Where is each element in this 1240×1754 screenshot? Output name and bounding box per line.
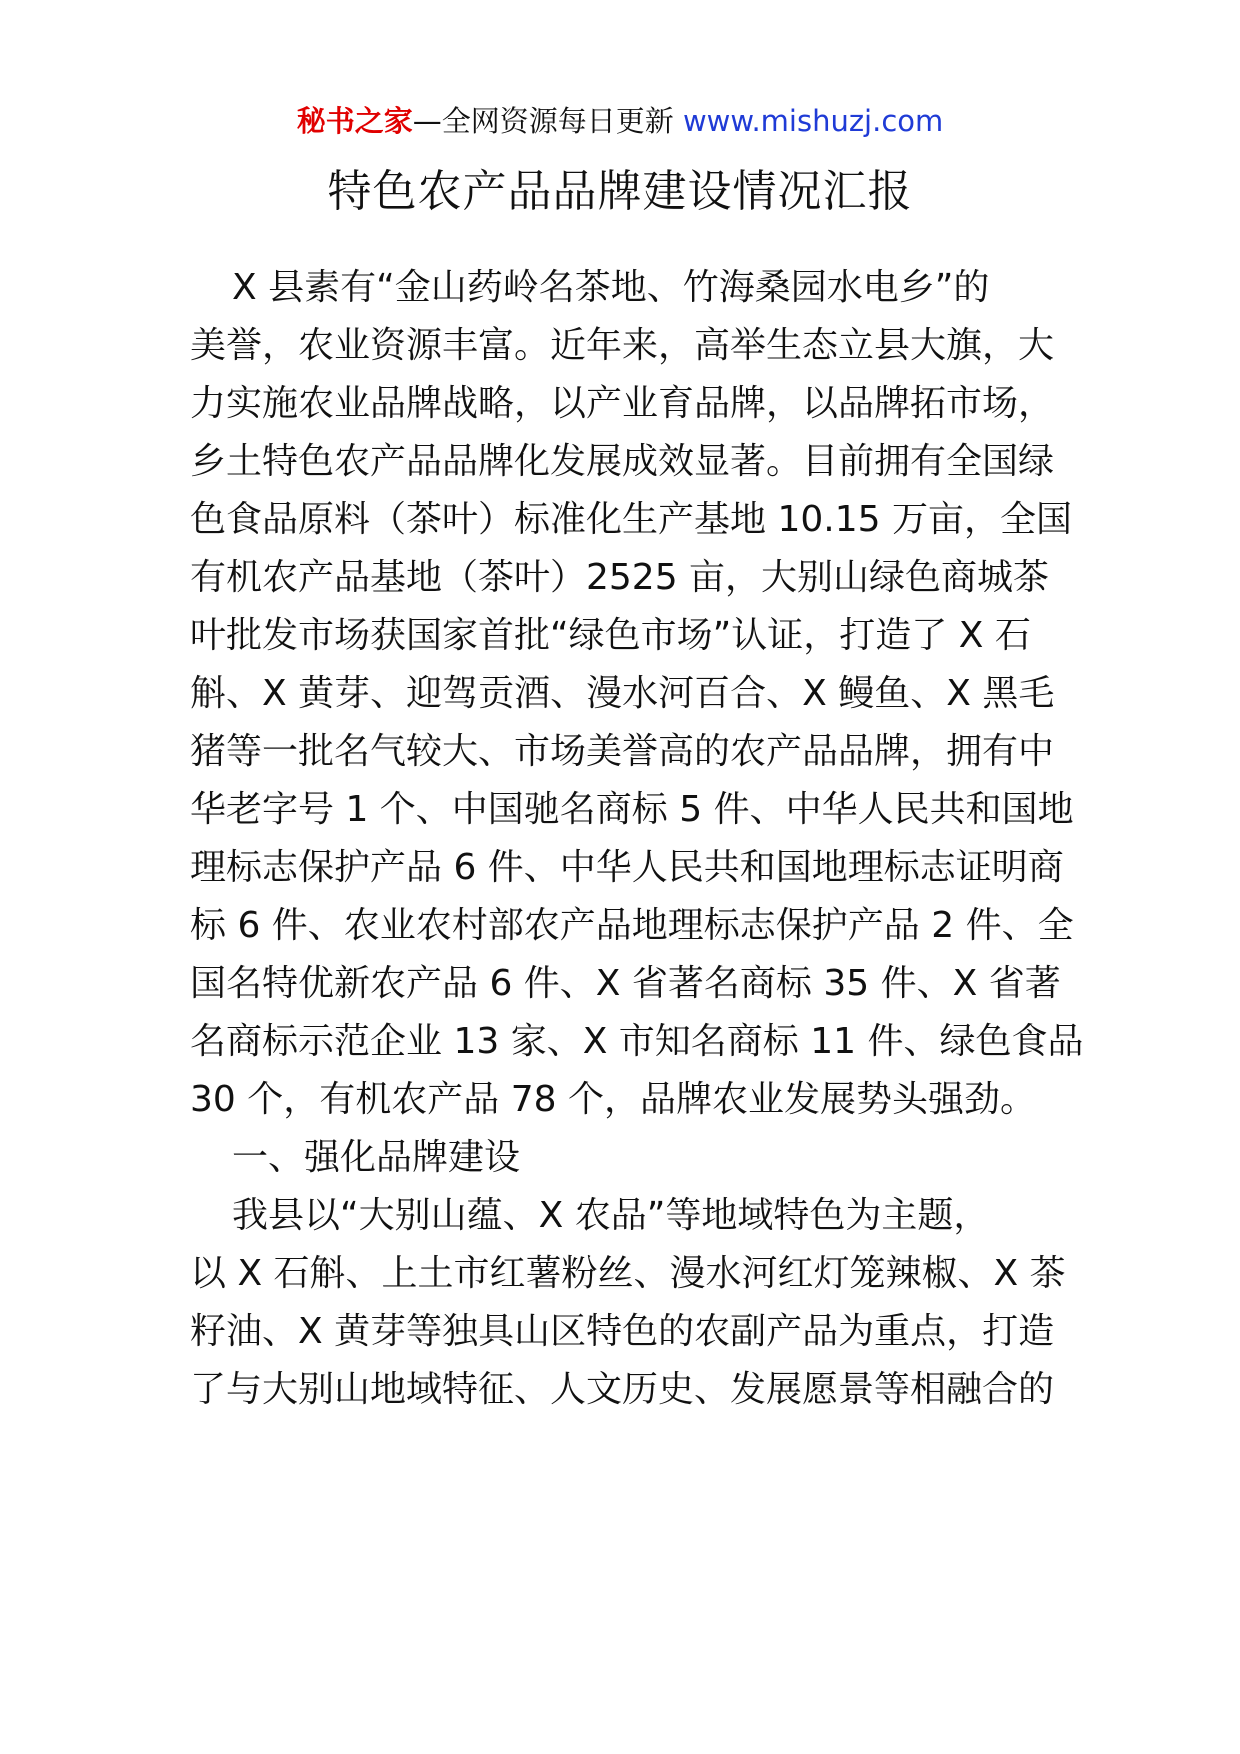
paragraph-line: 乡土特色农产品品牌化发展成效显著。目前拥有全国绿 (190, 441, 1055, 482)
paragraph-line: 华老字号 1 个、中国驰名商标 5 件、中华人民共和国地 (190, 789, 1074, 830)
site-header (0, 100, 1240, 142)
paragraph-line: 斛、X 黄芽、迎驾贡酒、漫水河百合、X 鳗鱼、X 黑毛 (190, 673, 1055, 714)
paragraph-line: 有机农产品基地（茶叶）2525 亩，大别山绿色商城茶 (190, 557, 1050, 598)
paragraph-line: 30 个，有机农产品 78 个，品牌农业发展势头强劲。 (190, 1079, 1036, 1120)
paragraph-line: 标 6 件、农业农村部农产品地理标志保护产品 2 件、全 (190, 905, 1074, 946)
paragraph-line: 力实施农业品牌战略，以产业育品牌，以品牌拓市场， (190, 383, 1055, 424)
paragraph-line: 美誉，农业资源丰富。近年来，高举生态立县大旗，大 (190, 325, 1055, 366)
section-heading: 一、强化品牌建设 (232, 1137, 521, 1178)
site-url-link[interactable]: www.mishuzj.com (682, 104, 944, 138)
paragraph-line: 了与大别山地域特征、人文历史、发展愿景等相融合的 (190, 1369, 1055, 1410)
paragraph-line: 猪等一批名气较大、市场美誉高的农产品品牌，拥有中 (190, 731, 1055, 772)
paragraph-line: 色食品原料（茶叶）标准化生产基地 10.15 万亩，全国 (190, 499, 1072, 540)
paragraph-line: 理标志保护产品 6 件、中华人民共和国地理标志证明商 (190, 847, 1064, 888)
header-tagline: —全网资源每日更新 (412, 104, 674, 138)
paragraph-line: 国名特优新农产品 6 件、X 省著名商标 35 件、X 省著 (190, 963, 1061, 1004)
paragraph-line: 名商标示范企业 13 家、X 市知名商标 11 件、绿色食品 (190, 1021, 1084, 1062)
paragraph-line: 我县以“大别山蕴、X 农品”等地域特色为主题， (232, 1195, 990, 1236)
paragraph-line: X 县素有“金山药岭名茶地、竹海桑园水电乡”的 (232, 267, 990, 308)
paragraph-line: 叶批发市场获国家首批“绿色市场”认证，打造了 X 石 (190, 615, 1031, 656)
paragraph-line: 籽油、X 黄芽等独具山区特色的农副产品为重点，打造 (190, 1311, 1055, 1352)
paragraph-line: 以 X 石斛、上土市红薯粉丝、漫水河红灯笼辣椒、X 茶 (190, 1253, 1066, 1294)
brand-name: 秘书之家 (296, 104, 413, 138)
document-title: 特色农产品品牌建设情况汇报 (327, 166, 913, 217)
